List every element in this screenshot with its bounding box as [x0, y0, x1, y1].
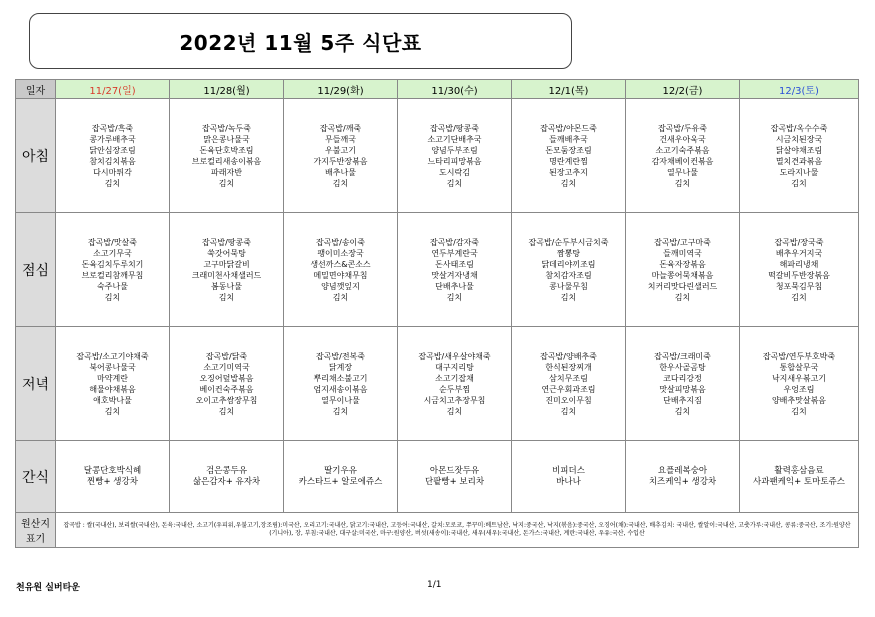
menu-item: 김치	[218, 406, 235, 416]
menu-item: 김치	[560, 292, 577, 302]
menu-item: 진미오이무침	[545, 395, 592, 405]
menu-item: 닭살야채조림	[775, 145, 823, 155]
menu-item: 김치	[218, 292, 235, 302]
menu-item: 우불고기	[325, 145, 356, 155]
menu-item: 김치	[332, 178, 349, 188]
menu-item: 잡곡밥/장국죽	[774, 237, 824, 247]
menu-item: 삼치무조림	[549, 373, 588, 383]
menu-cell	[740, 441, 859, 513]
menu-cell	[170, 213, 284, 327]
row-label-dinner: 저녁	[16, 327, 56, 441]
menu-item: 돈육김치두루치기	[81, 259, 144, 269]
meal-row-dinner	[16, 327, 859, 441]
menu-item: 대구지리탕	[435, 362, 474, 372]
header-day-sun: 11/27(일)	[56, 80, 170, 99]
menu-cell	[56, 99, 170, 213]
menu-item: 한우사골곰탕	[659, 362, 706, 372]
menu-cell	[626, 327, 740, 441]
menu-item: 크래미천사채샐러드	[191, 270, 262, 280]
menu-item: 양념두부조림	[431, 145, 478, 155]
footer-page: 1/1	[427, 580, 442, 590]
menu-item: 아몬드잣두유	[429, 465, 480, 476]
menu-item: 잡곡밥/연두부호박죽	[762, 351, 836, 361]
menu-cell	[512, 441, 626, 513]
menu-table	[15, 79, 859, 548]
menu-item: 오이고추쌈장무침	[195, 395, 258, 405]
menu-cell	[626, 99, 740, 213]
menu-item: 치커리맛다린샐러드	[647, 281, 718, 291]
menu-item: 마약계란	[97, 373, 128, 383]
header-day-wed: 11/30(수)	[398, 80, 512, 99]
origin-text: 잡곡밥 : 쌀(국내산), 보리쌀(국내산), 돈육:국내산, 소고기(우피위,우불고기,장조림):미국산, 오리고기:국내산, 닭고기:국내산, 고등어:국내산, 갈치:모로코, 쭈꾸미:베트남산, 낙지:중국산, 낙지(볶음):중국산, 오징어(채):국내산, 배추김치: 국내산, 쌀알이:국내산, 고춧가루:국내산, 콩류:중국산, 조기:원양산(기니아), 장, 부침:국내산, 대구살:미국산, 마구:원양산, 버섯(새송이):국내산, 새우(새우):국내산, 돈가스:국내산, 계란:국내산, 우유:국산, 수입산	[56, 513, 859, 548]
menu-item: 떡갈비두반장볶음	[768, 270, 830, 280]
menu-item: 돈사태조림	[435, 259, 474, 269]
menu-item: 맛살피망볶음	[659, 384, 706, 394]
header-row	[16, 80, 859, 99]
menu-cell	[626, 213, 740, 327]
menu-cell	[284, 327, 398, 441]
menu-item: 뿌리채소불고기	[313, 373, 368, 383]
menu-item: 명란계란찜	[549, 156, 588, 166]
menu-cell	[56, 441, 170, 513]
menu-item: 단배추지짐	[663, 395, 702, 405]
menu-item: 잡곡밥/고구마죽	[654, 237, 711, 247]
menu-item: 한식된장찌개	[545, 362, 592, 372]
menu-item: 순두부찜	[439, 384, 470, 394]
menu-item: 김치	[791, 178, 807, 188]
menu-item: 단배추나물	[435, 281, 474, 291]
menu-cell	[284, 213, 398, 327]
menu-item: 소고기무국	[93, 248, 132, 258]
menu-item: 맑은콩나물국	[203, 134, 250, 144]
menu-item: 건새우아욱국	[659, 134, 706, 144]
menu-cell	[56, 327, 170, 441]
title-box	[29, 13, 572, 69]
menu-cell	[398, 99, 512, 213]
menu-item: 카스타드+ 알로에쥬스	[298, 476, 383, 487]
row-label-snack: 간식	[16, 441, 56, 513]
menu-item: 마늘쫑어묵채볶음	[651, 270, 714, 280]
menu-item: 잡곡밥/땅콩죽	[429, 123, 480, 133]
origin-label: 원산지 표기	[16, 513, 56, 548]
menu-item: 맛살겨자냉채	[431, 270, 478, 280]
menu-item: 비피더스	[552, 465, 585, 476]
menu-item: 김치	[446, 178, 463, 188]
menu-cell	[740, 99, 859, 213]
menu-item: 바나나	[556, 476, 581, 487]
menu-cell	[512, 327, 626, 441]
menu-item: 생선까스&콘소스	[310, 259, 371, 269]
menu-item: 소고기미역국	[203, 362, 250, 372]
menu-item: 소고기잡채	[435, 373, 474, 383]
row-label-breakfast: 아침	[16, 99, 56, 213]
menu-item: 파래자반	[211, 167, 242, 177]
menu-item: 통합살무국	[779, 362, 819, 372]
menu-item: 닭안심장조림	[89, 145, 136, 155]
menu-item: 해파리냉채	[779, 259, 819, 269]
menu-item: 가지두반장볶음	[313, 156, 368, 166]
header-day-sat: 12/3(토)	[740, 80, 859, 99]
menu-item: 들깨배추국	[549, 134, 588, 144]
menu-item: 참치김치볶음	[89, 156, 136, 166]
menu-item: 멸치견과볶음	[775, 156, 823, 166]
menu-item: 김치	[791, 292, 807, 302]
menu-item: 잡곡밥/송이죽	[315, 237, 366, 247]
menu-item: 브로컬리새송이볶음	[191, 156, 262, 166]
menu-item: 북어콩나물국	[89, 362, 136, 372]
menu-item: 삶은감자+ 유자차	[192, 476, 261, 487]
meal-row-lunch	[16, 213, 859, 327]
header-date-label: 일자	[16, 80, 56, 99]
menu-item: 치즈케익+ 생강차	[648, 476, 717, 487]
menu-item: 잡곡밥/녹두죽	[201, 123, 252, 133]
menu-cell	[284, 441, 398, 513]
menu-item: 잡곡밥/두유죽	[657, 123, 708, 133]
header-day-fri: 12/2(금)	[626, 80, 740, 99]
menu-item: 돈육단호박조림	[199, 145, 254, 155]
menu-item: 잡곡밥/새우살야채죽	[418, 351, 491, 361]
menu-cell	[170, 99, 284, 213]
header-day-mon: 11/28(월)	[170, 80, 284, 99]
menu-item: 달콩단호박식혜	[83, 465, 142, 476]
menu-item: 잡곡밥/순두부시금치죽	[528, 237, 609, 247]
menu-cell	[170, 327, 284, 441]
menu-item: 해물야채볶음	[89, 384, 136, 394]
menu-cell	[398, 327, 512, 441]
menu-item: 짬뽕탕	[556, 248, 581, 258]
menu-item: 잡곡밥/소고기야채죽	[76, 351, 149, 361]
menu-item: 느타리피망볶음	[427, 156, 482, 166]
menu-cell	[398, 441, 512, 513]
menu-item: 도라지나물	[779, 167, 819, 177]
menu-item: 연근우회과조림	[541, 384, 596, 394]
menu-item: 엄지새송이볶음	[313, 384, 368, 394]
menu-item: 검은콩두유	[205, 465, 248, 476]
menu-item: 김치	[332, 292, 349, 302]
origin-row	[16, 513, 859, 548]
menu-item: 잡곡밥/흑죽	[91, 123, 134, 133]
menu-item: 김치	[560, 178, 577, 188]
menu-item: 고구마닭갈비	[203, 259, 250, 269]
menu-item: 잡곡밥/닭죽	[205, 351, 248, 361]
menu-item: 잡곡밥/땅콩죽	[201, 237, 252, 247]
menu-cell	[398, 213, 512, 327]
menu-item: 잡곡밥/야몬드죽	[540, 123, 597, 133]
menu-item: 도시락김	[439, 167, 470, 177]
menu-item: 돈육자장볶음	[659, 259, 706, 269]
menu-item: 쑥갓어묵탕	[207, 248, 246, 258]
menu-item: 찐빵+ 생강차	[87, 476, 138, 487]
menu-item: 김치	[674, 406, 691, 416]
menu-item: 닭데리야끼조림	[541, 259, 596, 269]
menu-cell	[626, 441, 740, 513]
menu-item: 배추우거지국	[775, 248, 823, 258]
menu-item: 김치	[446, 292, 463, 302]
menu-item: 소고기단배추국	[427, 134, 482, 144]
menu-item: 양배추맛살볶음	[771, 395, 827, 405]
menu-cell	[740, 213, 859, 327]
menu-item: 콩나물무침	[549, 281, 588, 291]
menu-item: 브로컬리참깨무침	[81, 270, 144, 280]
menu-item: 돈모둠장조림	[545, 145, 592, 155]
menu-item: 우엉조림	[783, 384, 815, 394]
menu-item: 딸기우유	[324, 465, 357, 476]
menu-item: 김치	[560, 406, 577, 416]
menu-item: 감자채베이컨볶음	[651, 156, 714, 166]
menu-item: 열무이나물	[321, 395, 360, 405]
menu-item: 시금치고추장무침	[423, 395, 486, 405]
menu-item: 된장고추지	[549, 167, 588, 177]
menu-cell	[56, 213, 170, 327]
page-title: 2022년 11월 5주 식단표	[179, 30, 422, 55]
menu-cell	[512, 99, 626, 213]
menu-item: 청포묵김무침	[775, 281, 823, 291]
row-label-lunch: 점심	[16, 213, 56, 327]
menu-item: 잡곡밥/양배추죽	[540, 351, 597, 361]
menu-item: 김치	[674, 178, 691, 188]
menu-item: 참치감자조림	[545, 270, 592, 280]
menu-item: 잡곡밥/크래미죽	[654, 351, 711, 361]
menu-item: 김치	[104, 292, 121, 302]
footer-org: 천유원 실버타운	[16, 583, 80, 593]
menu-cell	[284, 99, 398, 213]
menu-item: 열무나물	[667, 167, 698, 177]
menu-cell	[740, 327, 859, 441]
menu-item: 양념깻잎지	[321, 281, 360, 291]
menu-item: 단팥빵+ 보리차	[424, 476, 485, 487]
meal-row-snack	[16, 441, 859, 513]
menu-item: 숙주나물	[97, 281, 128, 291]
menu-item: 잡곡밥/감자죽	[429, 237, 480, 247]
menu-item: 김치	[791, 406, 807, 416]
menu-item: 코다리강정	[663, 373, 702, 383]
menu-item: 활력홍삼음료	[774, 465, 824, 476]
menu-item: 메밀면야채무침	[313, 270, 368, 280]
menu-item: 낙지새우볶고기	[771, 373, 827, 383]
menu-item: 배추나물	[325, 167, 356, 177]
menu-item: 김치	[104, 406, 121, 416]
menu-item: 닭계장	[328, 362, 353, 372]
header-day-thu: 12/1(목)	[512, 80, 626, 99]
menu-item: 들깨미역국	[663, 248, 702, 258]
menu-item: 사과팬케익+ 토마토쥬스	[753, 476, 845, 487]
menu-item: 다시마튀각	[93, 167, 132, 177]
menu-cell	[170, 441, 284, 513]
menu-item: 잡곡밥/옥수수죽	[770, 123, 828, 133]
menu-cell	[512, 213, 626, 327]
menu-item: 잡곡밥/깨죽	[319, 123, 362, 133]
menu-item: 김치	[104, 178, 121, 188]
menu-item: 애호박나물	[93, 395, 132, 405]
header-day-tue: 11/29(화)	[284, 80, 398, 99]
menu-item: 김치	[674, 292, 691, 302]
menu-item: 봄동나물	[211, 281, 242, 291]
menu-item: 연두부계란국	[431, 248, 478, 258]
menu-item: 무들깨국	[325, 134, 356, 144]
menu-item: 김치	[332, 406, 349, 416]
menu-item: 소고기숙주볶음	[655, 145, 710, 155]
menu-item: 김치	[218, 178, 235, 188]
menu-item: 팽이미소장국	[317, 248, 364, 258]
menu-item: 잡곡밥/맛살죽	[87, 237, 138, 247]
menu-item: 베이컨숙주볶음	[199, 384, 254, 394]
menu-item: 김치	[446, 406, 463, 416]
menu-item: 요플레복숭아	[657, 465, 708, 476]
menu-item: 콩가루배추국	[89, 134, 136, 144]
menu-item: 시금치된장국	[775, 134, 823, 144]
menu-item: 오징어덮밥볶음	[199, 373, 254, 383]
menu-item: 잡곡밥/전복죽	[315, 351, 366, 361]
meal-row-breakfast	[16, 99, 859, 213]
